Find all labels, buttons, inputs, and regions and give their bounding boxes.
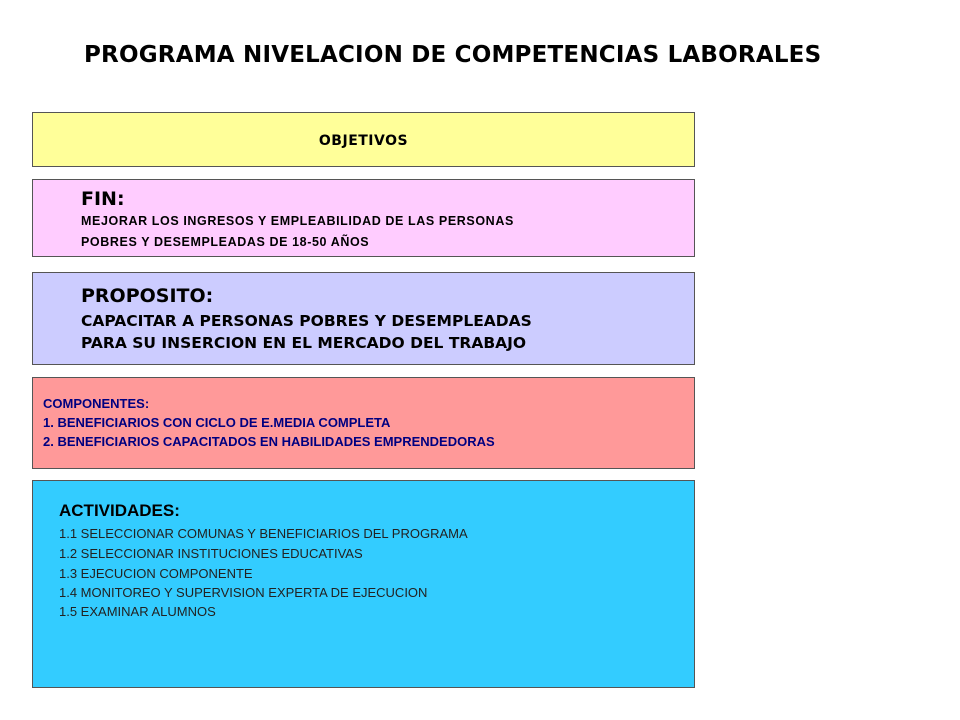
actividades-item: 1.3 EJECUCION COMPONENTE bbox=[59, 566, 253, 581]
proposito-heading: PROPOSITO: bbox=[81, 285, 214, 307]
objetivos-label: OBJETIVOS bbox=[318, 133, 409, 149]
fin-heading: FIN: bbox=[81, 188, 125, 210]
componentes-heading: COMPONENTES: bbox=[43, 396, 150, 411]
fin-box bbox=[32, 179, 695, 257]
proposito-line-2: PARA SU INSERCION EN EL MERCADO DEL TRABAJO bbox=[81, 334, 527, 352]
proposito-box bbox=[32, 272, 695, 365]
actividades-item: 1.2 SELECCIONAR INSTITUCIONES EDUCATIVAS bbox=[59, 546, 363, 561]
componentes-box bbox=[32, 377, 695, 469]
actividades-box bbox=[32, 480, 695, 688]
actividades-item: 1.5 EXAMINAR ALUMNOS bbox=[59, 604, 216, 619]
actividades-item: 1.4 MONITOREO Y SUPERVISION EXPERTA DE EJECUCION bbox=[59, 585, 428, 600]
fin-line-2: POBRES Y DESEMPLEADAS DE 18-50 AÑOS bbox=[81, 235, 370, 249]
actividades-item: 1.1 SELECCIONAR COMUNAS Y BENEFICIARIOS DEL PROGRAMA bbox=[59, 526, 468, 541]
componentes-item-2: 2. BENEFICIARIOS CAPACITADOS EN HABILIDADES EMPRENDEDORAS bbox=[43, 434, 495, 449]
objetivos-box bbox=[32, 112, 695, 167]
componentes-item-1: 1. BENEFICIARIOS CON CICLO DE E.MEDIA COMPLETA bbox=[43, 415, 391, 430]
proposito-line-1: CAPACITAR A PERSONAS POBRES Y DESEMPLEADAS bbox=[81, 312, 532, 330]
actividades-heading: ACTIVIDADES: bbox=[59, 501, 180, 520]
page-title: PROGRAMA NIVELACION DE COMPETENCIAS LABORALES bbox=[84, 42, 822, 68]
fin-line-1: MEJORAR LOS INGRESOS Y EMPLEABILIDAD DE LAS PERSONAS bbox=[81, 214, 514, 228]
